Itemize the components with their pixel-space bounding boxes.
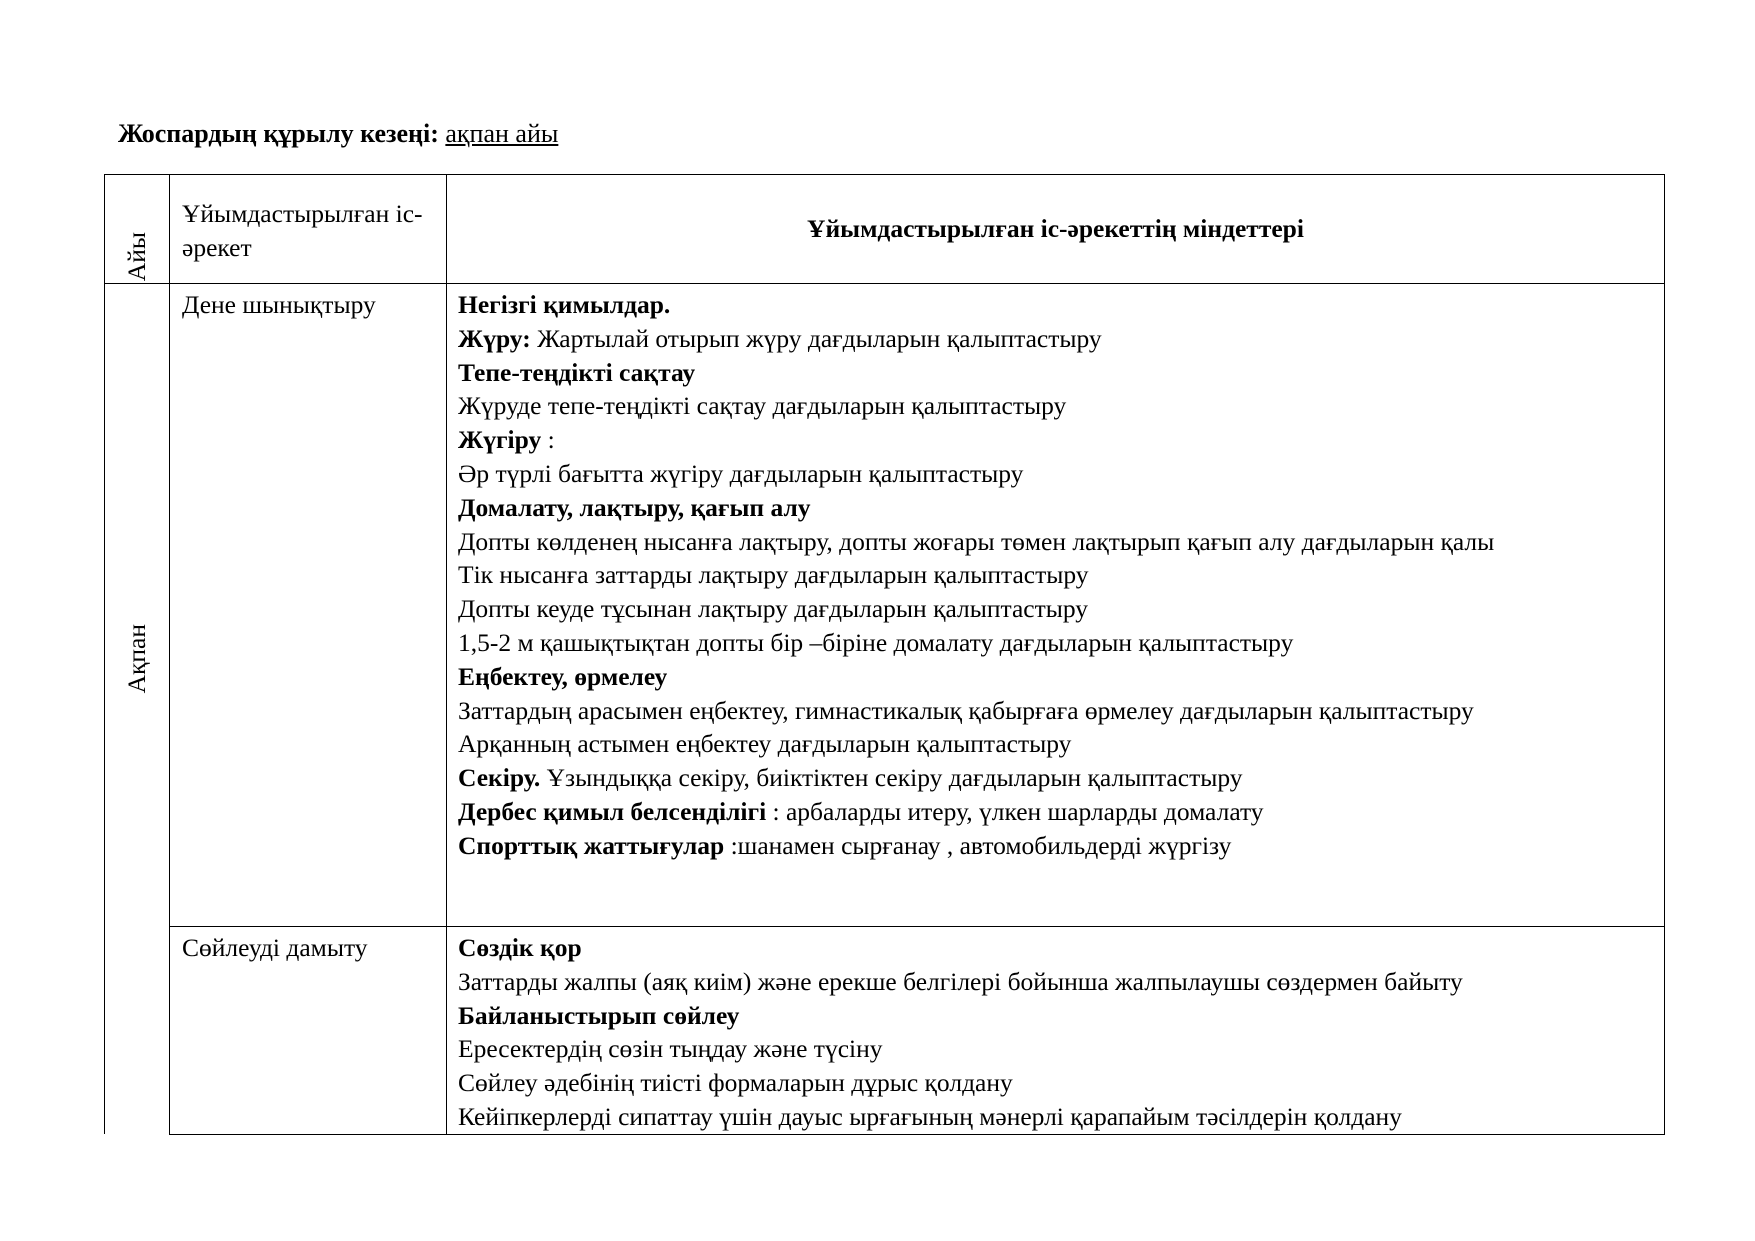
task-line [458, 727, 1654, 761]
task-line [458, 761, 1654, 795]
month-cell [105, 284, 170, 1135]
task-line-heading: Дербес қимыл белсенділігі [458, 796, 767, 826]
task-line-heading: Жүгіру [458, 425, 542, 455]
task-line [458, 626, 1654, 660]
task-line-heading: Негізгі қимылдар. [458, 290, 671, 319]
task-line-heading: Спорттық жаттығулар [458, 830, 725, 860]
task-line [458, 1032, 1654, 1066]
table-row [105, 927, 1665, 1135]
task-line-text: Жартылай отырып жүру дағдыларын қалыптастыру [530, 323, 1102, 353]
task-line [458, 1066, 1654, 1100]
task-line-text: Ұзындыққа секіру, биіктіктен секіру дағдыларын қалыптастыру [540, 763, 1243, 793]
task-line [458, 931, 1654, 965]
activity-cell: Сөйлеуді дамыту [170, 927, 447, 1135]
task-line-text: Кейіпкерлерді сипаттау үшін дауыс ырғағының мәнерлі қарапайым тәсілдерін қолдану [458, 1101, 1402, 1131]
task-line [458, 660, 1654, 694]
month-header-cell [105, 175, 170, 284]
task-line [458, 491, 1654, 525]
task-line-heading: Еңбектеу, өрмелеу [458, 661, 668, 691]
task-line [458, 356, 1654, 390]
task-line [458, 322, 1654, 356]
plan-period-value: ақпан айы [445, 119, 559, 148]
header-row [105, 175, 1665, 284]
task-line-heading: Жүру: [458, 323, 531, 353]
task-line-heading: Сөздік қор [458, 933, 582, 962]
task-line [458, 694, 1654, 728]
plan-heading [118, 118, 558, 150]
task-line [458, 592, 1654, 626]
task-line-heading: Байланыстырып сөйлеу [458, 1000, 740, 1030]
task-line [458, 423, 1654, 457]
task-line-text: Тік нысанға заттарды лақтыру дағдыларын қалыптастыру [458, 560, 1089, 590]
tasks-cell [447, 284, 1665, 927]
task-line [458, 829, 1654, 863]
activity-header: Ұйымдастырылған іс-әрекет [170, 175, 447, 284]
task-line-heading: Секіру. [458, 763, 541, 793]
task-line [458, 457, 1654, 491]
task-line-text: : [541, 425, 555, 455]
plan-table [104, 174, 1665, 1135]
task-line [458, 288, 1654, 322]
task-line-text: Ересектердің сөзін тыңдау және түсіну [458, 1034, 883, 1064]
plan-period-label: Жоспардың құрылу кезеңі: [118, 119, 439, 148]
month-value: Ақпан [122, 624, 152, 694]
task-line-text: Сөйлеу әдебінің тиісті формаларын дұрыс қолдану [458, 1068, 1013, 1098]
task-line [458, 999, 1654, 1033]
task-line-heading: Домалату, лақтыру, қағып алу [458, 492, 811, 522]
task-line-text: Әр түрлі бағытта жүгіру дағдыларын қалыптастыру [458, 458, 1024, 488]
task-line [458, 389, 1654, 423]
month-header: Айы [122, 231, 152, 281]
task-line [458, 1100, 1654, 1134]
task-line-text: :шанамен сырғанау , автомобильдерді жүргізу [724, 830, 1232, 860]
task-line-text: Арқанның астымен еңбектеу дағдыларын қалыптастыру [458, 729, 1072, 759]
task-line [458, 965, 1654, 999]
task-line [458, 558, 1654, 592]
tasks-cell [447, 927, 1665, 1135]
task-line-text: 1,5-2 м қашықтықтан допты бір –біріне домалату дағдыларын қалыптастыру [458, 627, 1294, 657]
task-line-text: Допты кеуде тұсынан лақтыру дағдыларын қалыптастыру [458, 594, 1089, 624]
task-line-heading: Тепе-теңдікті сақтау [458, 357, 696, 387]
tasks-header: Ұйымдастырылған іс-әрекеттің міндеттері [447, 175, 1665, 284]
task-line [458, 795, 1654, 829]
table-row [105, 284, 1665, 927]
task-line [458, 525, 1654, 559]
task-line-text: Жүруде тепе-теңдікті сақтау дағдыларын қалыптастыру [458, 391, 1067, 421]
activity-cell: Дене шынықтыру [170, 284, 447, 927]
task-line-text: Заттардың арасымен еңбектеу, гимнастикалық қабырғаға өрмелеу дағдыларын қалыптастыру [458, 695, 1474, 725]
task-line-text: : арбаларды итеру, үлкен шарларды домалату [766, 796, 1264, 826]
task-line-text: Допты көлденең нысанға лақтыру, допты жоғары төмен лақтырып қағып алу дағдыларын қалы [458, 526, 1495, 556]
task-line-text: Заттарды жалпы (аяқ киім) және ерекше белгілері бойынша жалпылаушы сөздермен байыту [458, 966, 1463, 996]
